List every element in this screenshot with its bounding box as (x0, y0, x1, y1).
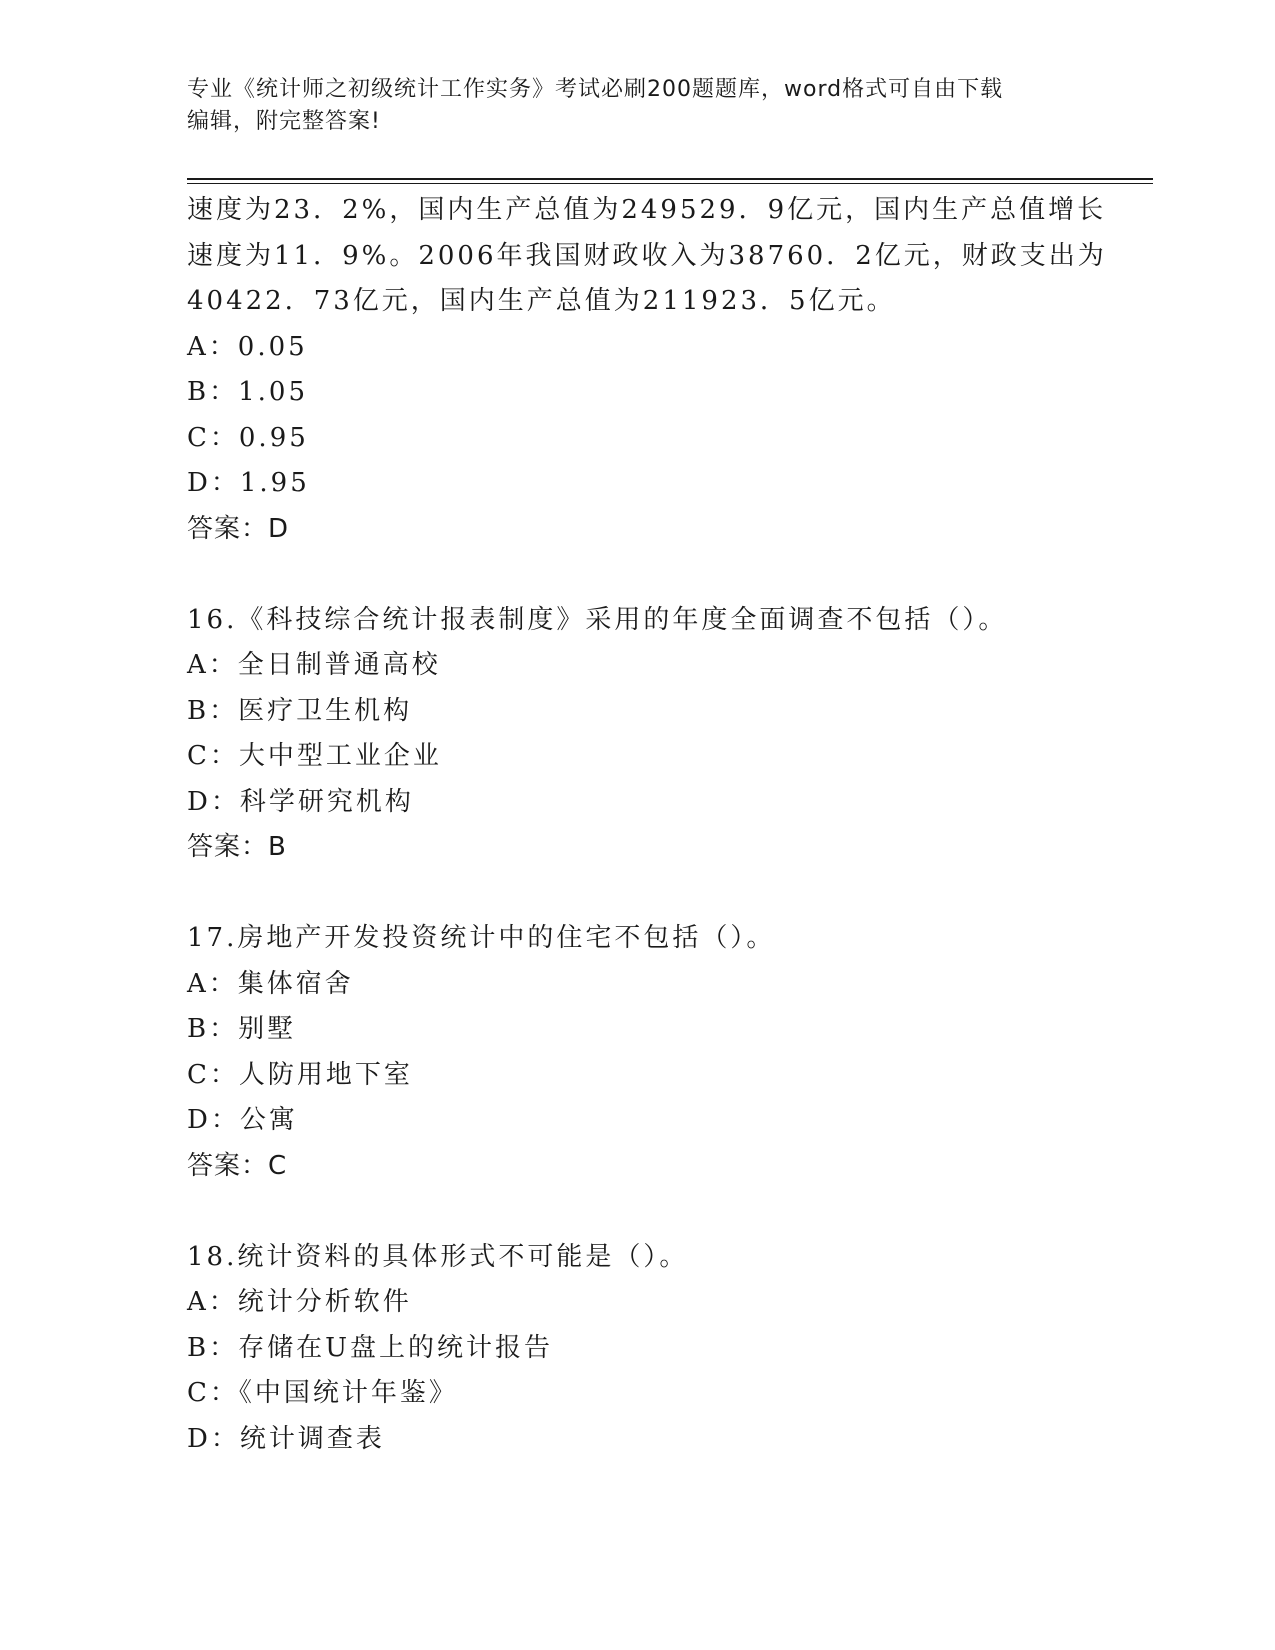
question-16-answer: 答案：B (187, 832, 287, 862)
question-15-option-c: C：0.95 (187, 422, 309, 453)
question-16-option-a: A：全日制普通高校 (187, 650, 441, 680)
header-divider-thin (187, 183, 1153, 184)
question-content (187, 188, 1127, 1462)
question-18-option-d: D：统计调查表 (187, 1423, 385, 1454)
question-18 (187, 1235, 1127, 1463)
question-15 (187, 188, 1127, 552)
question-17-option-b: B：别墅 (187, 1014, 297, 1044)
question-18-option-c: C：《中国统计年鉴》 (187, 1378, 458, 1408)
question-17-option-c: C：人防用地下室 (187, 1059, 413, 1090)
question-16-option-b: B：医疗卫生机构 (187, 695, 413, 726)
question-17-answer: 答案：C (187, 1150, 288, 1181)
question-15-text-line-3: 40422．73亿元，国内生产总值为211923．5亿元。 (187, 286, 896, 316)
question-15-text-line-1: 速度为23．2%，国内生产总值为249529．9亿元，国内生产总值增长 (187, 195, 1107, 225)
question-18-option-a: A：统计分析软件 (187, 1287, 412, 1317)
question-16-text: 16.《科技综合统计报表制度》采用的年度全面调查不包括（）。 (187, 604, 1008, 635)
spacer (187, 871, 1127, 917)
question-17 (187, 916, 1127, 1189)
question-15-option-b: B：1.05 (187, 377, 308, 407)
question-17-option-d: D：公寓 (187, 1105, 298, 1135)
header-divider-thick (187, 178, 1153, 180)
question-17-text: 17.房地产开发投资统计中的住宅不包括（）。 (187, 923, 776, 953)
question-15-option-d: D：1.95 (187, 468, 310, 498)
question-15-text-line-2: 速度为11．9%。2006年我国财政收入为38760．2亿元，财政支出为 (187, 240, 1107, 271)
document-header (187, 74, 1087, 138)
header-title-line-1: 专业《统计师之初级统计工作实务》考试必刷200题题库，word格式可自由下载 (187, 77, 1004, 102)
spacer (187, 1189, 1127, 1235)
question-16-option-d: D：科学研究机构 (187, 786, 414, 817)
question-16 (187, 598, 1127, 871)
question-18-option-b: B：存储在U盘上的统计报告 (187, 1332, 554, 1363)
question-17-option-a: A：集体宿舍 (187, 968, 354, 999)
question-16-option-c: C：大中型工业企业 (187, 741, 442, 771)
question-18-text: 18.统计资料的具体形式不可能是（）。 (187, 1241, 689, 1272)
header-title-line-2: 编辑，附完整答案! (187, 109, 381, 134)
spacer (187, 552, 1127, 598)
question-15-answer: 答案：D (187, 513, 290, 544)
question-15-option-a: A：0.05 (187, 331, 308, 362)
